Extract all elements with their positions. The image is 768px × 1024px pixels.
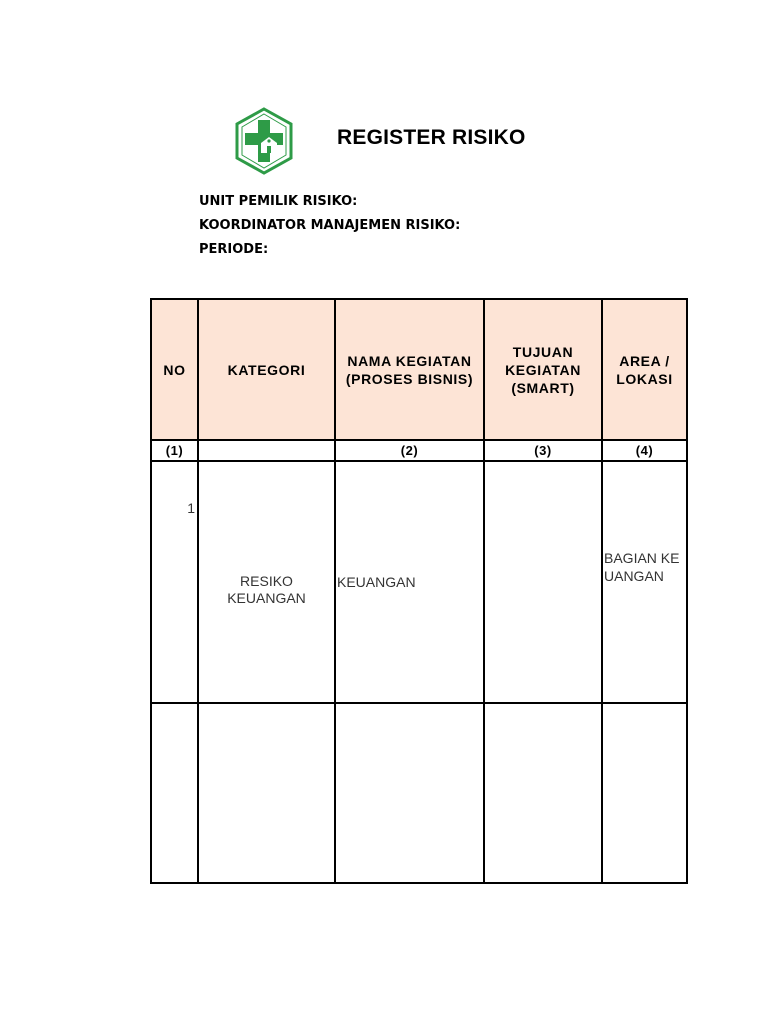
document-meta <box>199 190 460 262</box>
row-nama-kegiatan-cell <box>335 703 484 883</box>
row-area-cell <box>602 461 687 703</box>
column-number-kategori <box>198 440 335 461</box>
row-area-cell <box>602 703 687 883</box>
table-header-row <box>151 299 687 440</box>
kemenkes-logo-icon <box>234 107 294 175</box>
table-row <box>151 461 687 703</box>
column-number-tujuan: (3) <box>484 440 602 461</box>
header-tujuan: TUJUAN KEGIATAN (SMART) <box>484 299 602 440</box>
row-kategori-cell <box>198 703 335 883</box>
coordinator-label: KOORDINATOR MANAJEMEN RISIKO: <box>199 218 461 233</box>
table-row <box>151 703 687 883</box>
row-area-text: BAGIAN KEUANGAN <box>604 550 680 584</box>
column-number-row <box>151 440 687 461</box>
risk-register-table <box>150 298 688 884</box>
header-area: AREA / LOKASI <box>602 299 687 440</box>
row-tujuan-cell <box>484 703 602 883</box>
unit-label: UNIT PEMILIK RISIKO: <box>199 194 358 209</box>
document-title: REGISTER RISIKO <box>337 126 526 149</box>
header-kategori: KATEGORI <box>198 299 335 440</box>
column-number-nama-kegiatan: (2) <box>335 440 484 461</box>
row-no-cell: 1 <box>151 461 198 703</box>
period-label: PERIODE: <box>199 242 269 257</box>
row-kategori-text: RESIKO KEUANGAN <box>227 573 306 606</box>
column-number-no: (1) <box>151 440 198 461</box>
row-no-cell <box>151 703 198 883</box>
row-kategori-cell <box>198 461 335 703</box>
row-nama-kegiatan-cell: KEUANGAN <box>335 461 484 703</box>
row-tujuan-cell <box>484 461 602 703</box>
column-number-area: (4) <box>602 440 687 461</box>
header-nama-kegiatan: NAMA KEGIATAN (PROSES BISNIS) <box>335 299 484 440</box>
header-no: NO <box>151 299 198 440</box>
